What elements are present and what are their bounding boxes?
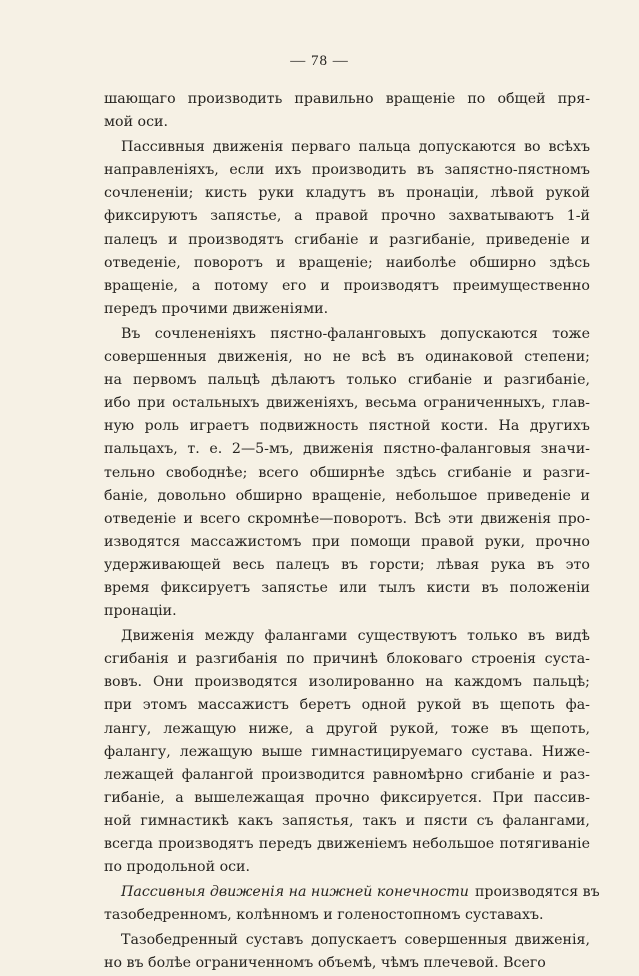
text-line: Движенія между фалангами существуютъ только въ видѣ: [121, 628, 590, 645]
text-line: тазобедренномъ, колѣнномъ и голеностопномъ суставахъ.: [104, 907, 544, 924]
text-line: время фиксируетъ запястье или тылъ кисти въ положеніи: [104, 579, 590, 596]
body-text: [104, 88, 600, 976]
text-line: лежащей фалангой производится равномѣрно сгибаніе и раз-: [104, 766, 590, 783]
text-line: совершенныя движенія, но не всѣ въ одинаковой степени;: [104, 349, 590, 366]
text-line: удерживающей весь палецъ въ горсти; лѣвая рука въ это: [104, 556, 590, 573]
page-number: — 78 —: [290, 53, 349, 69]
italic-heading: Пассивныя движенія на нижней конечности: [121, 884, 469, 901]
text-line: Въ сочлененіяхъ пястно-фаланговыхъ допускаются тоже: [121, 325, 590, 342]
text-line: фалангу, лежащую выше гимнастицируемаго сустава. Ниже-: [104, 743, 590, 760]
paragraph: [104, 323, 590, 623]
text-line: направленіяхъ, если ихъ производить въ запястно-пястномъ: [104, 162, 590, 179]
text-line: гибаніе, а вышележащая прочно фиксируется. При пассив-: [104, 789, 590, 806]
text-line: на первомъ пальцѣ дѣлаютъ только сгибаніе и разгибаніе,: [104, 372, 590, 389]
paragraph: [104, 136, 590, 321]
text-line: ной гимнастикѣ какъ запястья, такъ и пясти съ фалангами,: [104, 812, 590, 829]
text-line: при этомъ массажистъ беретъ одной рукой въ щепоть фа-: [104, 697, 590, 714]
paragraph: [104, 625, 590, 879]
text-line: отведеніе и всего скромнѣе—поворотъ. Всѣ эти движенія про-: [104, 510, 590, 527]
text-line: мой оси.: [104, 114, 168, 131]
text-line: баніе, довольно обширно вращеніе, небольшое приведеніе и: [104, 487, 590, 504]
text-line: палецъ и производятъ сгибаніе и разгибаніе, приведеніе и: [104, 231, 590, 248]
text-line: тельно свободнѣе; всего обширнѣе здѣсь сгибаніе и разги-: [104, 464, 590, 481]
text-line: ную роль играетъ подвижность пястной кости. На другихъ: [104, 418, 590, 435]
paragraph: [104, 881, 600, 927]
text-line: лангу, лежащую ниже, а другой рукой, тоже въ щепоть,: [104, 720, 590, 737]
text-line: сгибанія и разгибанія по причинѣ блоковаго строенія суста-: [104, 651, 590, 668]
text-line: вращеніе, а потому его и производятъ преимущественно: [104, 277, 590, 294]
text-line: Тазобедренный суставъ допускаетъ совершенныя движенія,: [121, 932, 590, 949]
text-line: [104, 881, 600, 904]
text-line: но въ болѣе ограниченномъ объемѣ, чѣмъ плечевой. Всего: [104, 955, 546, 972]
text-line: фиксируютъ запястье, а правой прочно захватываютъ 1-й: [104, 208, 590, 225]
text-line: изводятся массажистомъ при помощи правой руки, прочно: [104, 533, 590, 550]
text-line: шающаго производить правильно вращеніе по общей пря-: [104, 91, 590, 107]
text-line: ибо при остальныхъ движеніяхъ, весьма ограниченныхъ, глав-: [104, 395, 590, 412]
text-line: передъ прочими движеніями.: [104, 300, 329, 317]
text-line: всегда производятъ передъ движеніемъ небольшое потягиваніе: [104, 836, 590, 852]
paragraph: [104, 88, 590, 134]
paragraph: [104, 929, 590, 975]
text-line: пальцахъ, т. е. 2—5-мъ, движенія пястно-фаланговыя значи-: [104, 441, 590, 458]
text-line: по продольной оси.: [104, 859, 251, 876]
text-line: Пассивныя движенія перваго пальца допускаются во всѣхъ: [121, 139, 590, 156]
text-line: пронаціи.: [104, 603, 177, 620]
text-line: отведеніе, поворотъ и вращеніе; наиболѣе обширно здѣсь: [104, 254, 590, 271]
text-line: вовъ. Они производятся изолированно на каждомъ пальцѣ;: [104, 674, 590, 691]
text-line: сочлененіи; кисть руки кладутъ въ пронаціи, лѣвой рукой: [104, 185, 590, 202]
line-rest: производятся въ: [474, 884, 600, 901]
